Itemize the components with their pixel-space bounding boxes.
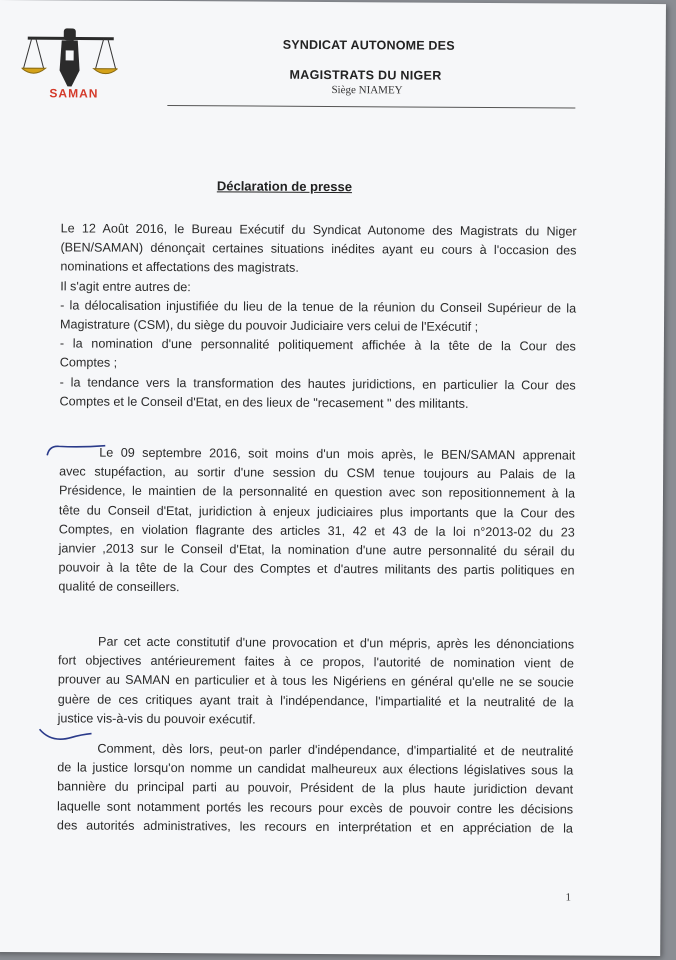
text-line: Il s'agit entre autres de: <box>60 278 191 294</box>
text-line: guère de ces critiques ayant trait à l'indépendance, l'impartialité et la neutralité de la <box>57 691 574 710</box>
paragraph-2 <box>58 443 575 600</box>
text-line: (BEN/SAMAN) dénonçait certaines situations inédites ayant eu cours à l'occasion des <box>60 240 577 258</box>
text-line: - la délocalisation injustifiée du lieu de la tenue de la réunion du Conseil Supérieur de la <box>60 298 577 316</box>
logo-text: SAMAN <box>49 86 99 101</box>
text-line: janvier ,2013 sur le Conseil d'Etat, la nomination d'une autre personnalité du sérail du <box>58 541 575 559</box>
text-line: fort objectives antérieurement faites à ce propos, l'autorité de nomination vient de <box>57 653 574 671</box>
text-line: Magistrature (CSM), du siège du pouvoir Judiciaire vers celui de l'Exécutif ; <box>59 317 479 334</box>
text-line: Comptes, en violation flagrante des articles 31, 42 et 43 de la loi n°2013-02 du 23 <box>58 522 575 540</box>
page-number: 1 <box>565 891 572 904</box>
text-line: Comptes et le Conseil d'Etat, en des lieux de "recasement " des militants. <box>59 394 469 411</box>
text-line: Le 09 septembre 2016, soit moins d'un mois après, le BEN/SAMAN apprenait <box>99 445 576 463</box>
text-line: - la tendance vers la transformation des hautes juridictions, en particulier la Cour des <box>59 374 576 393</box>
text-line: - la nomination d'une personnalité politiquement affichée à la tête de la Cour des <box>59 336 576 354</box>
paragraph-1 <box>59 219 576 414</box>
header-divider <box>167 105 575 108</box>
text-line: bannière du principal parti au pouvoir, Président de la plus haute juridiction devant <box>57 779 574 797</box>
text-line: qualité de conseillers. <box>58 579 180 595</box>
text-line: Comptes ; <box>59 355 118 371</box>
text-line: Par cet acte constitutif d'une provocation et d'un mépris, après les dénonciations <box>98 634 575 652</box>
text-line: Présidence, le maintien de la personnalité en question avec son repositionnement à la <box>58 483 576 501</box>
text-line: justice vis-à-vis du pouvoir exécutif. <box>57 711 256 727</box>
document-title: Déclaration de presse <box>216 178 353 195</box>
text-line: laquelle sont notamment portés les recours pour excès de pouvoir contre les décisions <box>57 798 574 817</box>
text-line: avec stupéfaction, au sortir d'une session du CSM tenue toujours au Palais de la <box>59 464 576 482</box>
text-line: des autorités administratives, les recours en interprétation et en appréciation de la <box>56 818 573 836</box>
text-line: Comment, dès lors, peut-on parler d'indépendance, d'impartialité et de neutralité <box>97 741 574 759</box>
paragraph-3 <box>58 632 575 731</box>
text-line: pouvoir à la tête de la Cour des Comptes et d'autres militants des partis politiques en <box>58 560 575 578</box>
text-line: tête du Conseil d'Etat, juridiction à enjeux judiciaires plus importants que la Cour des <box>58 502 575 521</box>
text-line: prouver au SAMAN en particulier et à tous les Nigériens en général qu'elle ne se soucie <box>57 672 574 690</box>
handwritten-mark <box>37 725 93 747</box>
organization-name-line1: SYNDICAT AUTONOME DES <box>282 37 455 53</box>
text-line: de la justice lorsqu'on nomme un candidat malheureux aux élections législatives sous la <box>57 760 574 778</box>
text-line: nominations et affectations des magistrats. <box>60 259 299 276</box>
paragraph-4 <box>57 739 574 838</box>
organization-seat: Siège NIAMEY <box>331 84 403 97</box>
organization-name-line2: MAGISTRATS DU NIGER <box>289 67 442 83</box>
handwritten-mark <box>45 441 111 461</box>
text-line: Le 12 Août 2016, le Bureau Exécutif du Syndicat Autonome des Magistrats du Niger <box>60 221 577 239</box>
